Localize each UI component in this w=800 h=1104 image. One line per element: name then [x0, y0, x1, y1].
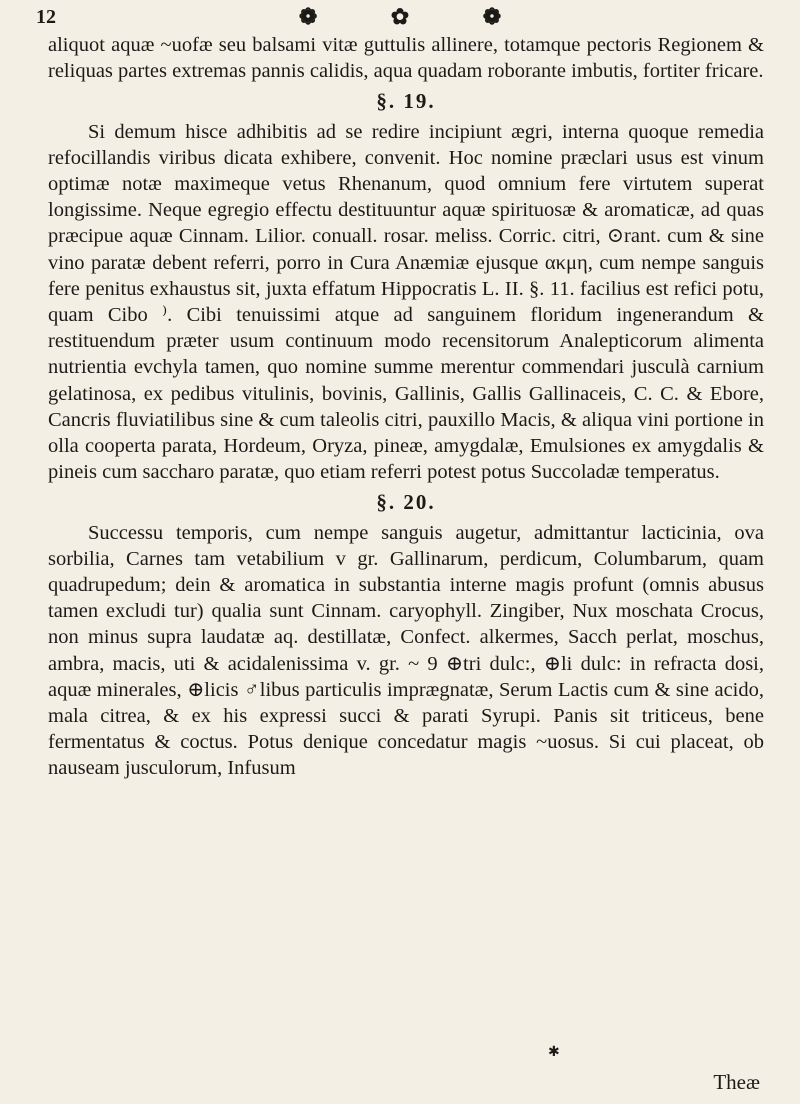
catchword: Theæ	[713, 1070, 760, 1094]
page-number: 12	[36, 6, 56, 28]
paragraph-1: aliquot aquæ ~uofæ seu balsami vitæ guttulis allinere, totamque pectoris Regionem & reliquas partes extremas pannis calidis, aqua quadam roborante imbutis, fortiter fricare.	[48, 34, 764, 83]
body-text	[48, 32, 764, 782]
page-header	[0, 4, 800, 32]
section-heading-20: §. 20.	[376, 490, 436, 515]
stray-mark: ✱	[548, 1045, 560, 1060]
paragraph-2: Si demum hisce adhibitis ad se redire incipiunt ægri, interna quoque remedia refocillandis viribus dicata exhibere, convenit. Hoc nomine præclari usus est vinum optimæ notæ maximeque vetus Rhenanum, quod omnium fere virtutem superat longissime. Neque egregio effectu destituuntur aquæ spirituosæ & aromaticæ, ad quas præcipue aquæ Cinnam. Lilior. conuall. rosar. meliss. Corric. citri, ⊙rant. cum & sine vino paratæ debent referri, porro in Cura Anæmiæ ejusque ακμη, cum nempe sanguis fere penitus exhaustus sit, juxta effatum Hippocratis L. II. §. 11. facilius est refici potu, quam Cibo ⁾. Cibi tenuissimi atque ad sanguinem floridum ingenerandum & restituendum præter usum continuum modo recensitorum Analepticorum alimenta nutrientia evchyla tamen, quo nomine summe merentur commendari jusculà carnium gelatinosa, ex pedibus vitulinis, bovinis, Gallinis, Gallis Gallinaceis, C. C. & Ebore, Cancris fluviatilibus sine & cum taleolis citri, pauxillo Macis, & aliqua vini portione in olla cooperta parata, Hordeum, Oryza, pineæ, amygdalæ, Emulsiones ex amygdalis & pineis cum saccharo paratæ, quo etiam referri potest potus Succoladæ temperatus.	[48, 120, 764, 484]
paragraph-3: Successu temporis, cum nempe sanguis augetur, admittantur lacticinia, ova sorbilia, Carnes tam vetabilium v gr. Gallinarum, perdicum, Columbarum, quam quadrupedum; dein & aromatica in substantia interne magis profunt (omnis abusus tamen excludi tur) qualia sunt Cinnam. caryophyll. Zingiber, Nux moschata Crocus, non minus supra laudatæ aq. destillatæ, Confect. alkermes, Sacch perlat, moschus, ambra, macis, uti & acidalenissima v. gr. ~ 9 ⊕tri dulc:, ⊕li dulc: in refracta dosi, aquæ minerales, ⊕licis ♂libus particulis imprægnatæ, Serum Lactis cum & sine acido, mala citrea, & ex his expressi succi & parati Syrupi. Panis sit triticeus, bene fermentatus & coctus. Potus denique concedatur magis ~uosus. Si cui placeat, ob nauseam jusculorum, Infusum	[48, 521, 764, 780]
header-ornaments: ❁ ✿ ❁	[298, 4, 536, 29]
section-heading-19: §. 19.	[376, 89, 436, 114]
